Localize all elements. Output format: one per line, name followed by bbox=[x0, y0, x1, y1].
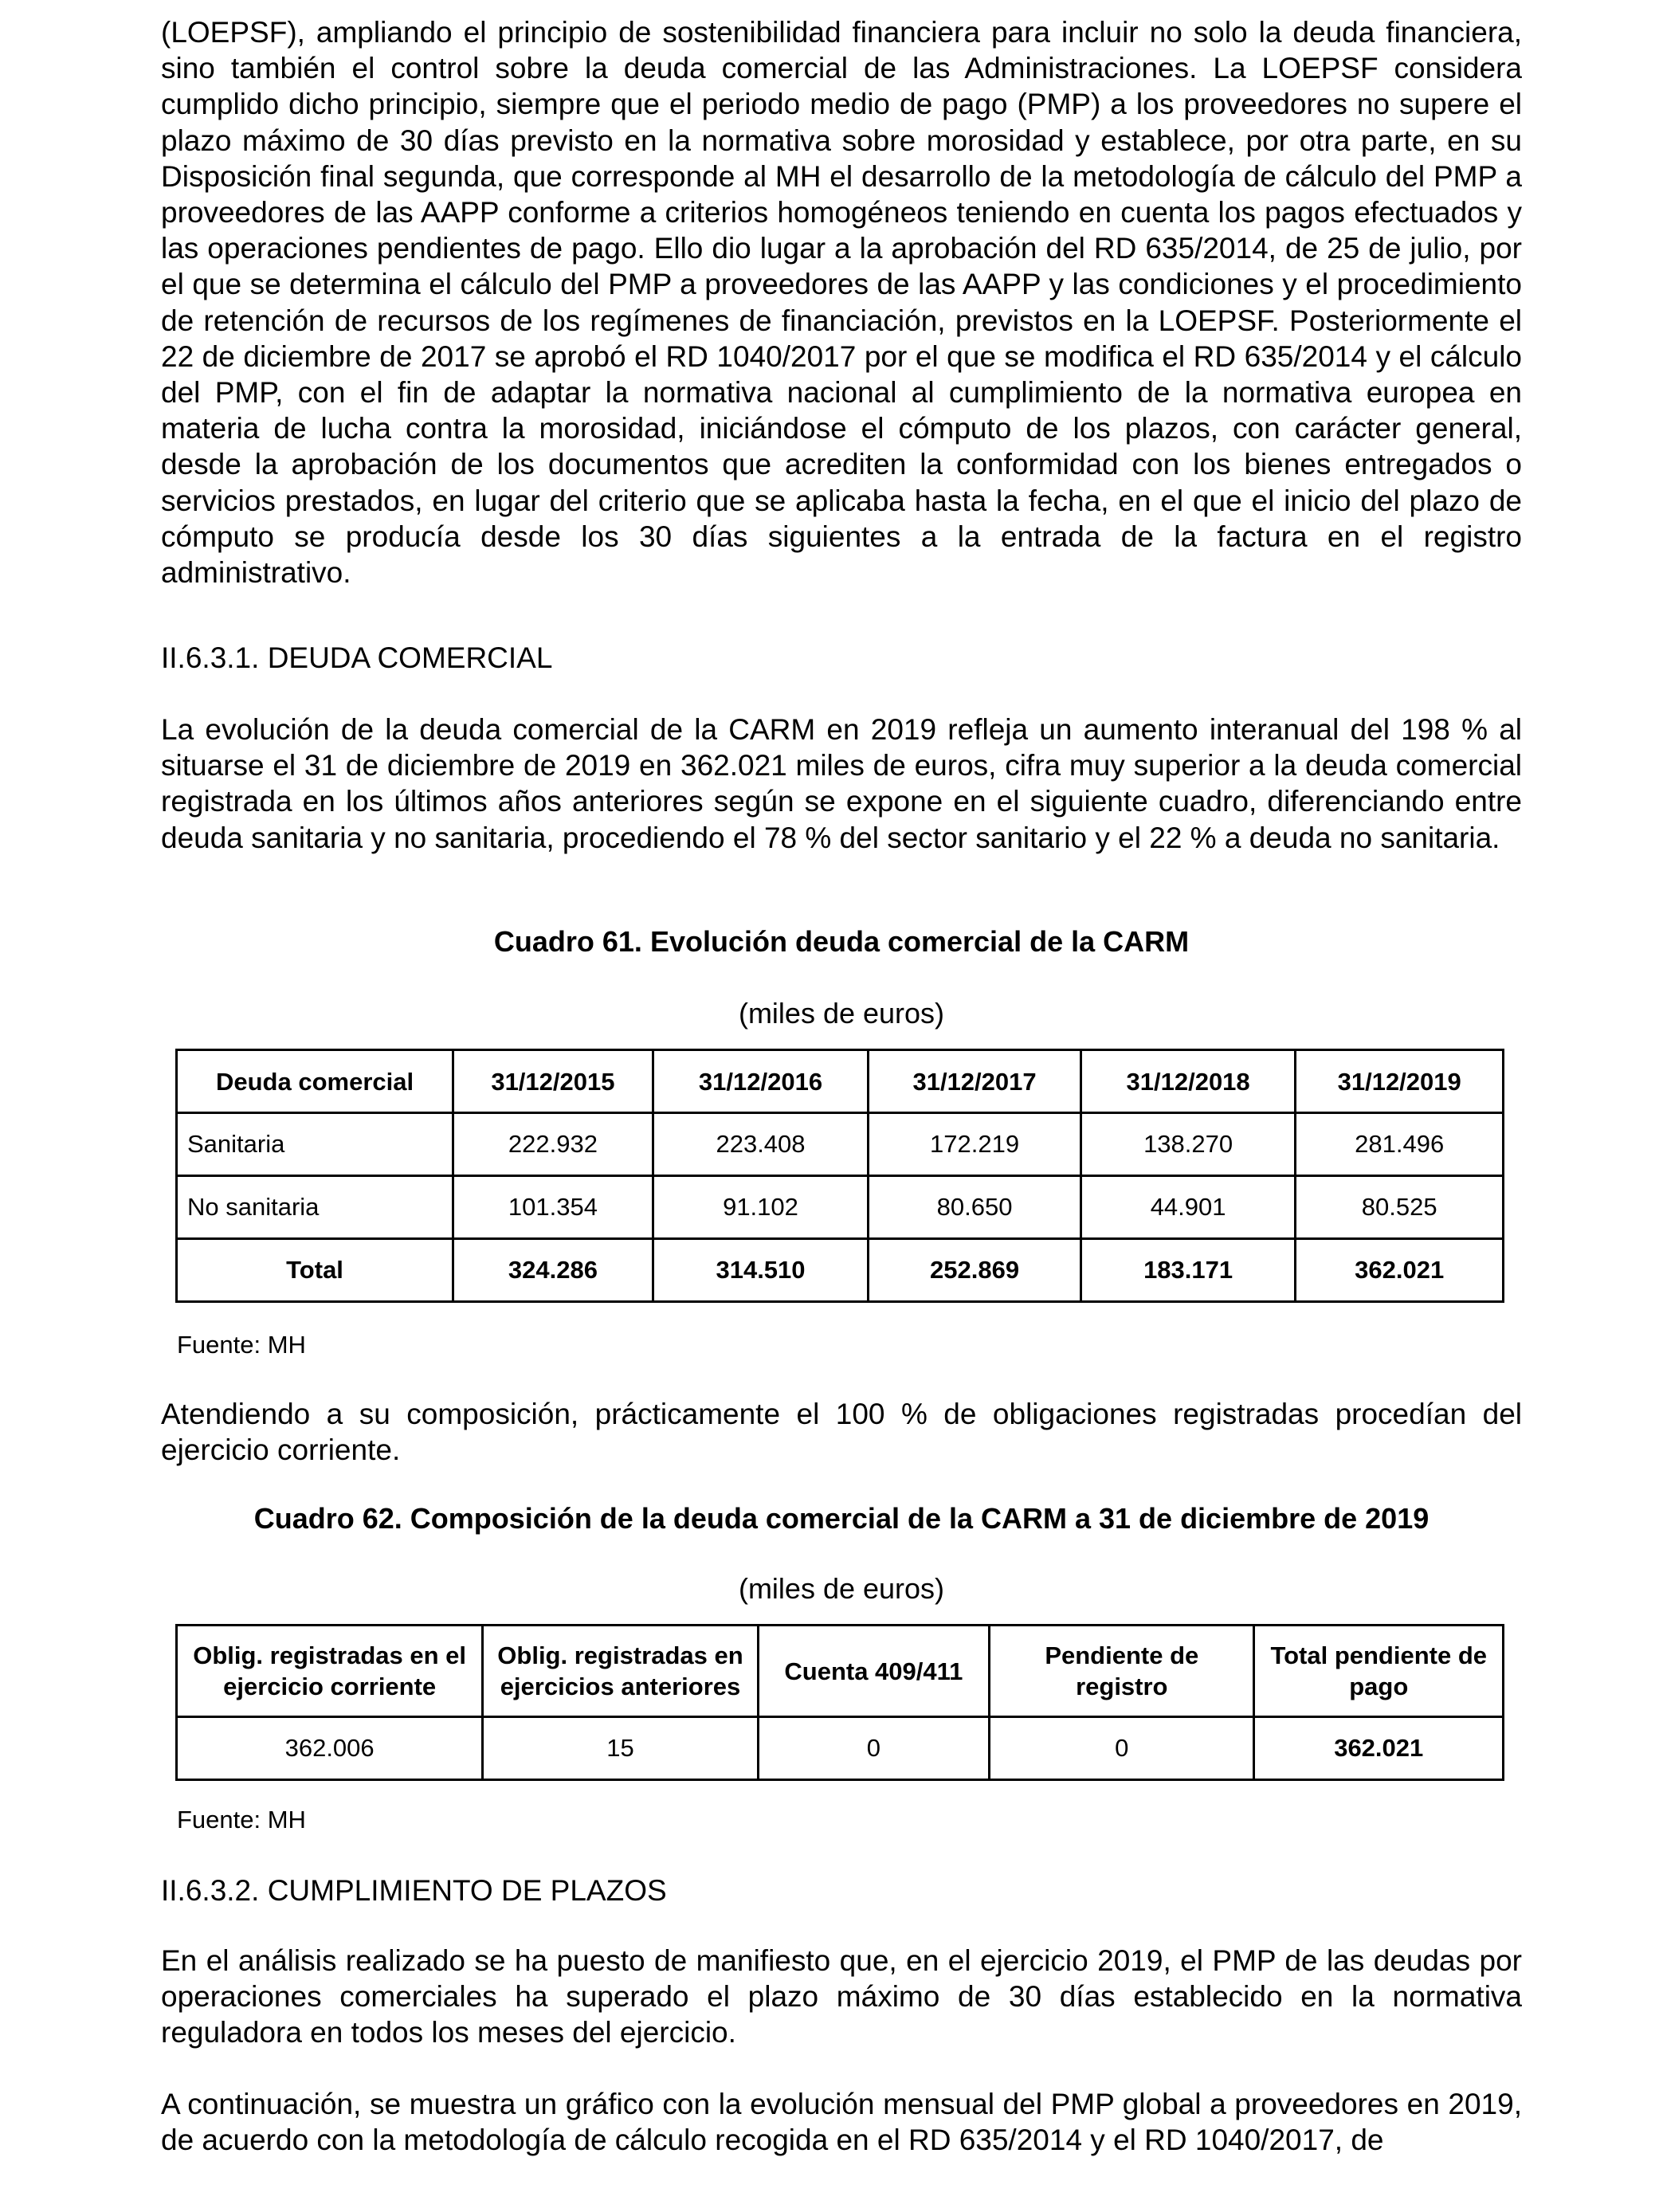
section-heading-deuda-comercial: II.6.3.1. DEUDA COMERCIAL bbox=[161, 641, 553, 674]
table-cell: 172.219 bbox=[869, 1113, 1081, 1176]
row-label: Sanitaria bbox=[177, 1113, 453, 1176]
table-cell: 101.354 bbox=[453, 1176, 653, 1239]
table-cell: 252.869 bbox=[869, 1239, 1081, 1302]
table-61-units: (miles de euros) bbox=[738, 997, 945, 1030]
table-cell: 314.510 bbox=[653, 1239, 869, 1302]
table-cell: 183.171 bbox=[1081, 1239, 1296, 1302]
table-61-caption: Cuadro 61. Evolución deuda comercial de la CARM bbox=[493, 925, 1190, 958]
table-cell: 223.408 bbox=[653, 1113, 869, 1176]
table-header-row bbox=[177, 1050, 1504, 1113]
section-heading-cumplimiento-plazos: II.6.3.2. CUMPLIMIENTO DE PLAZOS bbox=[161, 1874, 667, 1907]
paragraph-analisis: En el análisis realizado se ha puesto de manifiesto que, en el ejercicio 2019, el PMP de las deudas por operaciones comerciales ha superado el plazo máximo de 30 días establecido en la normativa reguladora en todos los meses del ejercicio. bbox=[161, 1944, 1522, 2049]
table-cell: 80.650 bbox=[869, 1176, 1081, 1239]
column-header: Oblig. registradas en ejercicios anteriores bbox=[483, 1626, 758, 1717]
column-header: Deuda comercial bbox=[177, 1050, 453, 1113]
column-header: 31/12/2015 bbox=[453, 1050, 653, 1113]
table-cell: 281.496 bbox=[1296, 1113, 1504, 1176]
column-header: 31/12/2019 bbox=[1296, 1050, 1504, 1113]
table-cell: 80.525 bbox=[1296, 1176, 1504, 1239]
table-cell: 362.021 bbox=[1296, 1239, 1504, 1302]
table-row bbox=[177, 1113, 1504, 1176]
paragraph-grafico: A continuación, se muestra un gráfico con la evolución mensual del PMP global a proveedores en 2019, de acuerdo con la metodología de cálculo recogida en el RD 635/2014 y el RD 1040/2017, de bbox=[161, 2088, 1522, 2157]
table-cell: 44.901 bbox=[1081, 1176, 1296, 1239]
table-cell: 362.006 bbox=[177, 1717, 483, 1780]
column-header: Pendiente de registro bbox=[990, 1626, 1254, 1717]
table-cell: 324.286 bbox=[453, 1239, 653, 1302]
table-cell: 222.932 bbox=[453, 1113, 653, 1176]
table-cell: 362.021 bbox=[1254, 1717, 1504, 1780]
table-cell: 0 bbox=[758, 1717, 989, 1780]
table-cell: 15 bbox=[483, 1717, 758, 1780]
table-row bbox=[177, 1717, 1504, 1780]
table-cell: 0 bbox=[990, 1717, 1254, 1780]
paragraph-composicion: Atendiendo a su composición, prácticamente el 100 % de obligaciones registradas procedían del ejercicio corriente. bbox=[161, 1398, 1522, 1467]
row-label: Total bbox=[177, 1239, 453, 1302]
column-header: Oblig. registradas en el ejercicio corriente bbox=[177, 1626, 483, 1717]
paragraph-deuda-comercial: La evolución de la deuda comercial de la CARM en 2019 refleja un aumento interanual del 198 % al situarse el 31 de diciembre de 2019 en 362.021 miles de euros, cifra muy superior a la deuda comercial registrada en los últimos años anteriores según se expone en el siguiente cuadro, diferenciando entre deuda sanitaria y no sanitaria, procediendo el 78 % del sector sanitario y el 22 % a deuda no sanitaria. bbox=[161, 713, 1522, 854]
paragraph-intro: (LOEPSF), ampliando el principio de sostenibilidad financiera para incluir no solo la deuda financiera, sino también el control sobre la deuda comercial de las Administraciones. La LOEPSF considera cumplido dicho principio, siempre que el periodo medio de pago (PMP) a los proveedores no supere el plazo máximo de 30 días previsto en la normativa sobre morosidad y establece, por otra parte, en su Disposición final segunda, que corresponde al MH el desarrollo de la metodología de cálculo del PMP a proveedores de las AAPP conforme a criterios homogéneos teniendo en cuenta los pagos efectuados y las operaciones pendientes de pago. Ello dio lugar a la aprobación del RD 635/2014, de 25 de julio, por el que se determina el cálculo del PMP a proveedores de las AAPP y las condiciones y el procedimiento de retención de recursos de los regímenes de financiación, previstos en la LOEPSF. Posteriormente el 22 de diciembre de 2017 se aprobó el RD 1040/2017 por el que se modifica el RD 635/2014 y el cálculo del PMP, con el fin de adaptar la normativa nacional al cumplimiento de la normativa europea en materia de lucha contra la morosidad, iniciándose el cómputo de los plazos, con carácter general, desde la aprobación de los documentos que acrediten la conformidad con los bienes entregados o servicios prestados, en lugar del criterio que se aplicaba hasta la fecha, en el que el inicio del plazo de cómputo se producía desde los 30 días siguientes a la entrada de la factura en el registro administrativo. bbox=[161, 16, 1522, 590]
table-header-row bbox=[177, 1626, 1504, 1717]
table-62-caption: Cuadro 62. Composición de la deuda comercial de la CARM a 31 de diciembre de 2019 bbox=[253, 1502, 1430, 1535]
table-row bbox=[177, 1176, 1504, 1239]
table-62-composicion bbox=[175, 1624, 1504, 1781]
table-61-source: Fuente: MH bbox=[177, 1331, 306, 1359]
table-cell: 138.270 bbox=[1081, 1113, 1296, 1176]
column-header: Cuenta 409/411 bbox=[758, 1626, 989, 1717]
column-header: Total pendiente de pago bbox=[1254, 1626, 1504, 1717]
table-62-source: Fuente: MH bbox=[177, 1806, 306, 1834]
table-62-units: (miles de euros) bbox=[738, 1572, 945, 1605]
table-total-row bbox=[177, 1239, 1504, 1302]
row-label: No sanitaria bbox=[177, 1176, 453, 1239]
column-header: 31/12/2018 bbox=[1081, 1050, 1296, 1113]
column-header: 31/12/2016 bbox=[653, 1050, 869, 1113]
table-cell: 91.102 bbox=[653, 1176, 869, 1239]
column-header: 31/12/2017 bbox=[869, 1050, 1081, 1113]
table-61-deuda-comercial bbox=[175, 1049, 1504, 1303]
